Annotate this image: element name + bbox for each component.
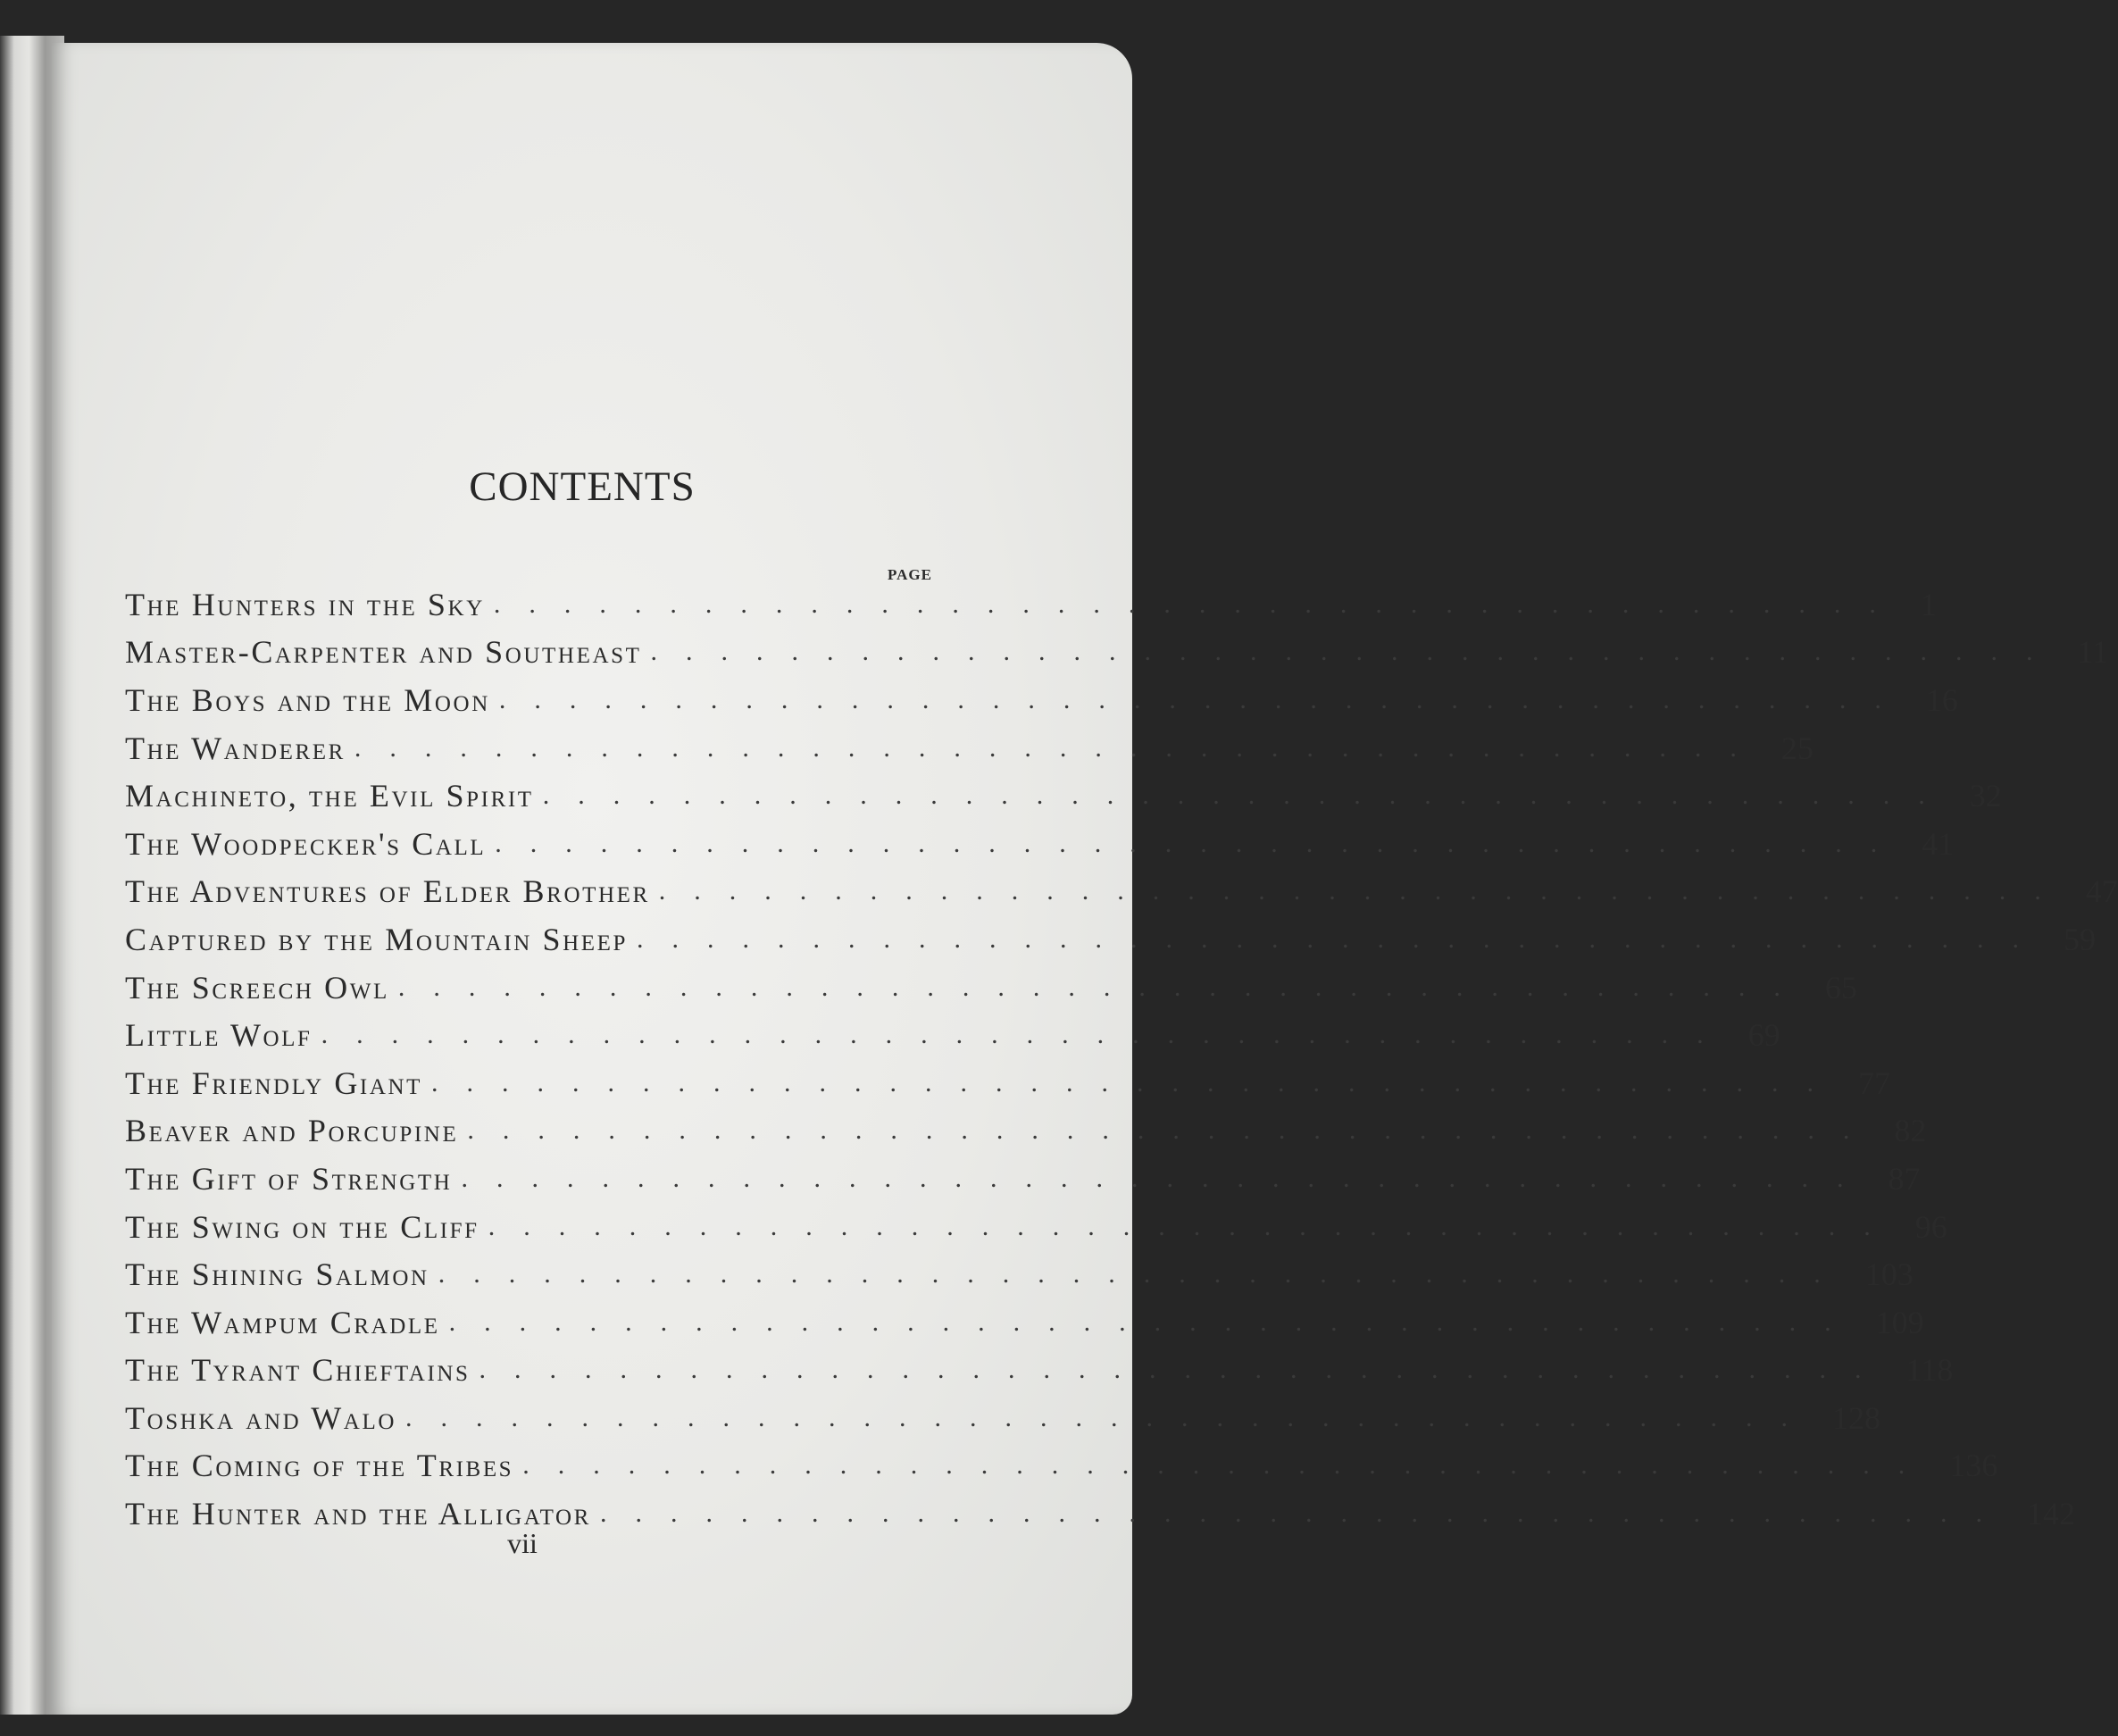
toc-entry-page: 65: [1824, 969, 1857, 1006]
dot-leader: ........................................: [542, 780, 1954, 811]
toc-entry-title: The Wampum Cradle: [125, 1304, 440, 1340]
toc-entry: [125, 1059, 1891, 1107]
toc-entry-page: 25: [1780, 730, 1814, 766]
toc-entry-page: 59: [2064, 921, 2097, 957]
toc-entry: [125, 964, 1857, 1012]
dot-leader: ........................................: [658, 876, 2070, 906]
toc-entry-page: 128: [1831, 1399, 1880, 1436]
toc-entry: [125, 1298, 1924, 1347]
toc-entry-page: 41: [1922, 825, 1955, 862]
toc-entry: [125, 580, 1937, 629]
toc-entry-title: The Coming of the Tribes: [125, 1448, 514, 1484]
dot-leader: ........................................: [493, 588, 1905, 619]
dot-leader: ........................................: [431, 1067, 1843, 1098]
dot-leader: ........................................: [321, 1020, 1732, 1050]
toc-entry-page: 109: [1875, 1304, 1924, 1340]
dot-leader: ........................................: [397, 972, 1809, 1002]
dot-leader: ........................................: [495, 828, 1906, 858]
toc-entry: [125, 1250, 1914, 1298]
toc-entry-title: Little Wolf: [125, 1017, 313, 1054]
toc-entry-page: 47: [2085, 873, 2118, 910]
toc-entry-page: 1: [1920, 586, 1937, 622]
toc-entry-page: 118: [1905, 1352, 1954, 1389]
toc-entry: [125, 868, 2118, 916]
toc-entry: [125, 1442, 1998, 1490]
page-number-folio: vii: [507, 1527, 538, 1559]
dot-leader: ........................................: [448, 1306, 1860, 1337]
toc-entry-page: 32: [1969, 778, 2002, 814]
dot-leader: ........................................: [522, 1450, 1934, 1481]
toc-entry-page: 11: [2077, 634, 2109, 671]
toc-entry-title: The Tyrant Chieftains: [125, 1352, 471, 1389]
toc-entry: [125, 676, 1958, 724]
toc-entry: [125, 1011, 1780, 1059]
dot-leader: ........................................: [488, 1211, 1899, 1241]
toc-entry: [125, 915, 2097, 964]
toc-entry-title: Master-Carpenter and Southeast: [125, 634, 642, 671]
toc-entry-title: The Woodpecker's Call: [125, 825, 487, 862]
toc-entry-title: The Swing on the Cliff: [125, 1208, 479, 1245]
dot-leader: ........................................: [650, 637, 2062, 667]
toc-entry-title: Beaver and Porcupine: [125, 1113, 459, 1149]
toc-entry: [125, 724, 1814, 772]
toc-entry-title: The Gift of Strength: [125, 1160, 453, 1197]
toc-entry-page: 136: [1949, 1448, 1998, 1484]
toc-entry-title: The Screech Owl: [125, 969, 389, 1006]
page-column-label: PAGE: [888, 566, 932, 583]
dot-leader: ........................................: [461, 1163, 1872, 1193]
toc-entry: [125, 1347, 1954, 1395]
dot-leader: ........................................: [498, 684, 1910, 714]
toc-entry-page: 69: [1747, 1017, 1780, 1054]
contents-heading: CONTENTS: [469, 463, 696, 510]
toc-entry: [125, 772, 2002, 820]
dot-leader: ........................................: [479, 1355, 1890, 1385]
dot-leader: ........................................: [637, 923, 2048, 954]
toc-entry: [125, 1155, 1921, 1203]
toc-entry-title: The Boys and the Moon: [125, 681, 490, 718]
toc-entry-title: The Hunters in the Sky: [125, 586, 485, 622]
toc-entry-page: 142: [2026, 1496, 2075, 1532]
toc-entry-page: 77: [1858, 1064, 1891, 1101]
dot-leader: ........................................: [599, 1498, 2011, 1529]
toc-entry: [125, 1203, 1947, 1251]
toc-entry-title: Machineto, the Evil Spirit: [125, 778, 534, 814]
toc-entry-page: 103: [1864, 1256, 1914, 1293]
toc-entry-title: The Wanderer: [125, 730, 346, 766]
toc-entry-title: The Shining Salmon: [125, 1256, 429, 1293]
dot-leader: ........................................: [354, 732, 1765, 763]
toc-entry-title: Captured by the Mountain Sheep: [125, 921, 629, 957]
toc-entry: [125, 1394, 1880, 1442]
dot-leader: ........................................: [467, 1115, 1879, 1146]
toc-entry-title: Toshka and Walo: [125, 1399, 396, 1436]
toc-entry-page: 82: [1894, 1113, 1927, 1149]
toc-entry-page: 96: [1914, 1208, 1947, 1245]
dot-leader: ........................................: [404, 1402, 1816, 1432]
toc-entry-page: 87: [1888, 1160, 1921, 1197]
toc-entry-title: The Hunter and the Alligator: [125, 1496, 591, 1532]
toc-entry: [125, 1107, 1927, 1156]
toc-entry-page: 16: [1925, 681, 1958, 718]
table-of-contents: [125, 580, 2118, 1538]
dot-leader: ........................................: [438, 1259, 1849, 1289]
toc-entry: [125, 820, 1955, 868]
toc-entry: [125, 629, 2109, 677]
toc-entry-title: The Adventures of Elder Brother: [125, 873, 650, 910]
toc-entry-title: The Friendly Giant: [125, 1064, 423, 1101]
